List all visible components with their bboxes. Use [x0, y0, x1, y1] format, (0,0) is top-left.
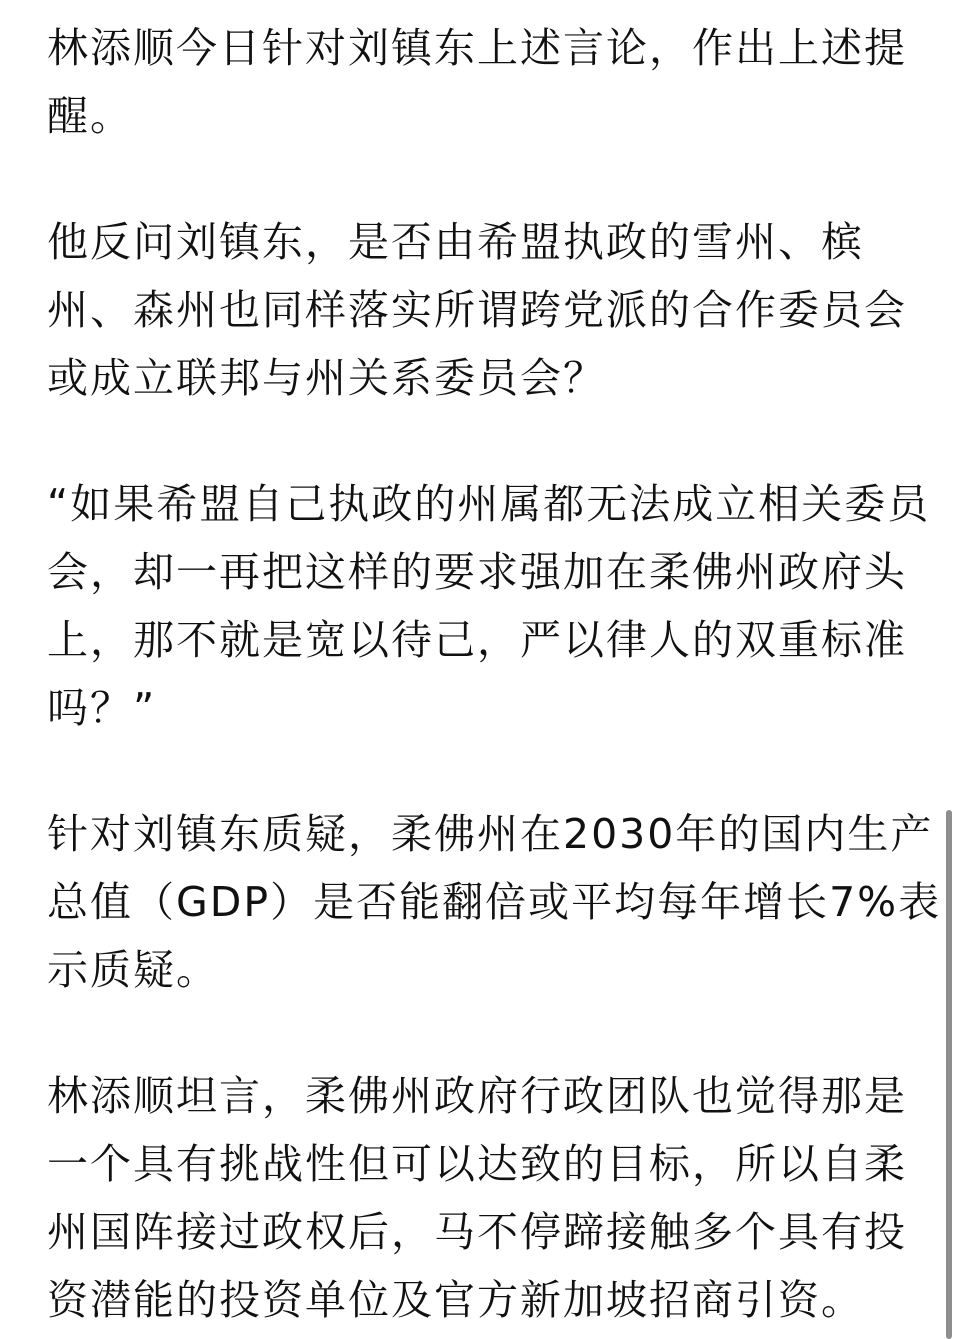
- paragraph-gap: [47, 412, 919, 470]
- paragraph-gap: [47, 742, 919, 800]
- text-line: 上，那不就是宽以待己，严以律人的双重标准: [47, 616, 907, 664]
- paragraph-2: [47, 208, 919, 412]
- text-line: 针对刘镇东质疑，柔佛州在2030年的国内生产: [47, 810, 934, 858]
- text-line: 或成立联邦与州关系委员会？: [47, 354, 606, 402]
- text-line: 一个具有挑战性但可以达致的目标，所以自柔: [47, 1140, 907, 1188]
- paragraph-4: [47, 800, 942, 1004]
- text-line: 州、森州也同样落实所谓跨党派的合作委员会: [47, 286, 907, 334]
- text-line: 林添顺坦言，柔佛州政府行政团队也觉得那是: [47, 1072, 907, 1120]
- text-line: 总值（GDP）是否能翻倍或平均每年增长7%表: [47, 878, 942, 926]
- text-line: 他反问刘镇东，是否由希盟执政的雪州、槟: [47, 218, 864, 266]
- paragraph-3: [47, 470, 931, 742]
- text-line: 示质疑。: [47, 946, 219, 994]
- paragraph-gap: [47, 1004, 919, 1062]
- paragraph-5: [47, 1062, 919, 1334]
- text-line: 吗？”: [47, 684, 157, 732]
- text-line: 醒。: [47, 92, 133, 140]
- article-body: [47, 14, 942, 1334]
- text-line: “如果希盟自己执政的州属都无法成立相关委员: [47, 480, 931, 528]
- text-line: 林添顺今日针对刘镇东上述言论，作出上述提: [47, 24, 907, 72]
- paragraph-1: [47, 14, 919, 150]
- paragraph-gap: [47, 150, 919, 208]
- text-line: 资潜能的投资单位及官方新加坡招商引资。: [47, 1276, 864, 1324]
- vertical-scrollbar[interactable]: [946, 810, 952, 1339]
- text-line: 会，却一再把这样的要求强加在柔佛州政府头: [47, 548, 907, 596]
- text-line: 州国阵接过政权后，马不停蹄接触多个具有投: [47, 1208, 907, 1256]
